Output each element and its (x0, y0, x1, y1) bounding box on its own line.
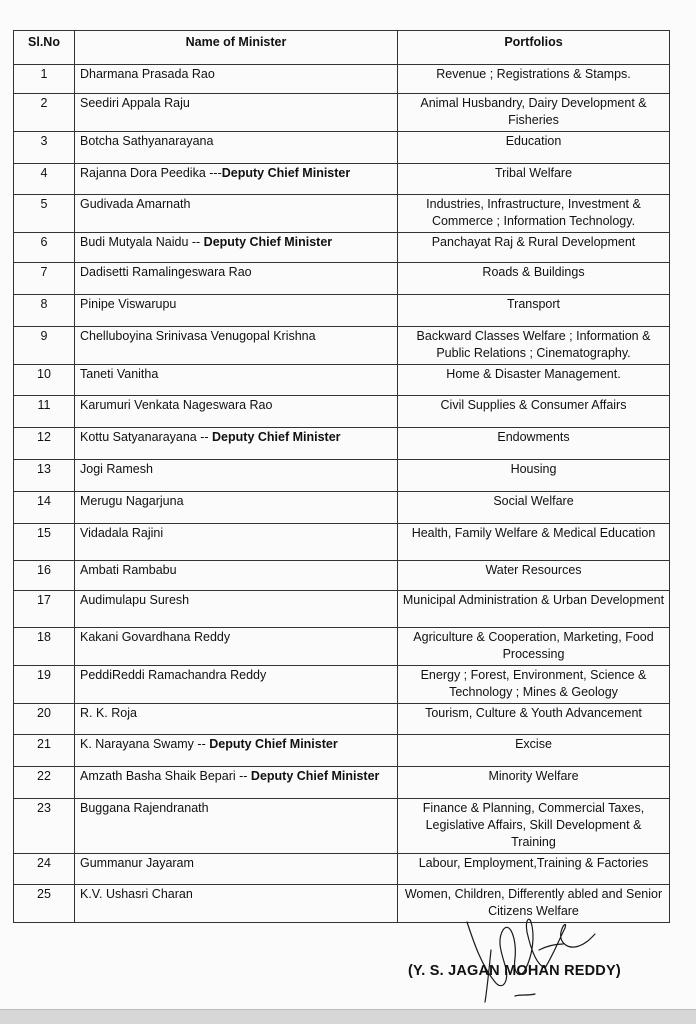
row-sl-no: 9 (14, 327, 75, 365)
row-minister-name (75, 396, 398, 428)
minister-name-text: Audimulapu Suresh (80, 593, 190, 607)
minister-name-text: Budi Mutyala Naidu -- (80, 235, 204, 249)
minister-name-text: K. Narayana Swamy -- (80, 737, 210, 751)
row-minister-name (75, 295, 398, 327)
table-row (14, 428, 670, 460)
row-portfolio: Education (398, 132, 670, 164)
row-portfolio: Roads & Buildings (398, 263, 670, 295)
row-sl-no: 22 (14, 767, 75, 799)
table-row (14, 460, 670, 492)
row-minister-name (75, 460, 398, 492)
row-sl-no: 6 (14, 233, 75, 263)
minister-name-text: Dharmana Prasada Rao (80, 67, 215, 81)
minister-name-text: Botcha Sathyanarayana (80, 134, 214, 148)
table-row (14, 524, 670, 561)
minister-name-text: PeddiReddi Ramachandra Reddy (80, 668, 267, 682)
row-minister-name (75, 263, 398, 295)
row-portfolio: Transport (398, 295, 670, 327)
row-portfolio: Municipal Administration & Urban Development (398, 591, 670, 628)
row-portfolio: Water Resources (398, 561, 670, 591)
row-minister-name (75, 885, 398, 923)
row-minister-name (75, 561, 398, 591)
row-sl-no: 23 (14, 799, 75, 854)
minister-name-text: Kottu Satyanarayana -- (80, 430, 213, 444)
table-row (14, 295, 670, 327)
table-row (14, 591, 670, 628)
row-minister-name (75, 164, 398, 195)
table-row (14, 666, 670, 704)
minister-name-text: Gudivada Amarnath (80, 197, 191, 211)
table-row (14, 799, 670, 854)
table-row (14, 396, 670, 428)
table-row (14, 164, 670, 195)
table-row (14, 195, 670, 233)
row-sl-no: 21 (14, 735, 75, 767)
row-sl-no: 19 (14, 666, 75, 704)
row-portfolio: Agriculture & Cooperation, Marketing, Food Processing (398, 628, 670, 666)
minister-name-text: Kakani Govardhana Reddy (80, 630, 231, 644)
row-minister-name (75, 666, 398, 704)
row-sl-no: 3 (14, 132, 75, 164)
table-row (14, 263, 670, 295)
row-minister-name (75, 365, 398, 396)
table-row (14, 65, 670, 94)
row-portfolio: Tourism, Culture & Youth Advancement (398, 704, 670, 735)
table-row (14, 132, 670, 164)
row-minister-name (75, 591, 398, 628)
row-sl-no: 13 (14, 460, 75, 492)
table-row (14, 365, 670, 396)
deputy-cm-label: Deputy Chief Minister (209, 737, 338, 751)
minister-name-text: Amzath Basha Shaik Bepari -- (80, 769, 251, 783)
minister-name-text: Buggana Rajendranath (80, 801, 209, 815)
row-portfolio: Social Welfare (398, 492, 670, 524)
minister-name-text: Chelluboyina Srinivasa Venugopal Krishna (80, 329, 316, 343)
ministers-table (13, 30, 670, 923)
header-sl-no: Sl.No (14, 31, 75, 65)
row-minister-name (75, 327, 398, 365)
row-sl-no: 2 (14, 94, 75, 132)
row-minister-name (75, 132, 398, 164)
row-sl-no: 1 (14, 65, 75, 94)
row-minister-name (75, 854, 398, 885)
row-portfolio: Panchayat Raj & Rural Development (398, 233, 670, 263)
row-sl-no: 16 (14, 561, 75, 591)
row-portfolio: Revenue ; Registrations & Stamps. (398, 65, 670, 94)
row-portfolio: Civil Supplies & Consumer Affairs (398, 396, 670, 428)
row-minister-name (75, 65, 398, 94)
row-sl-no: 5 (14, 195, 75, 233)
minister-name-text: Karumuri Venkata Nageswara Rao (80, 398, 273, 412)
row-sl-no: 4 (14, 164, 75, 195)
row-sl-no: 18 (14, 628, 75, 666)
minister-name-text: Ambati Rambabu (80, 563, 177, 577)
row-minister-name (75, 233, 398, 263)
row-portfolio: Animal Husbandry, Dairy Development & Fisheries (398, 94, 670, 132)
minister-name-text: Gummanur Jayaram (80, 856, 194, 870)
row-sl-no: 12 (14, 428, 75, 460)
row-minister-name (75, 195, 398, 233)
table-row (14, 561, 670, 591)
deputy-cm-label: Deputy Chief Minister (250, 769, 380, 783)
row-sl-no: 8 (14, 295, 75, 327)
row-minister-name (75, 799, 398, 854)
row-portfolio: Labour, Employment,Training & Factories (398, 854, 670, 885)
table-row (14, 704, 670, 735)
minister-name-text: Vidadala Rajini (80, 526, 164, 540)
row-minister-name (75, 524, 398, 561)
minister-name-text: K.V. Ushasri Charan (80, 887, 193, 901)
table-row (14, 94, 670, 132)
signatory-name: (Y. S. JAGAN MOHAN REDDY) (408, 963, 621, 979)
minister-name-text: R. K. Roja (80, 706, 137, 720)
row-portfolio: Industries, Infrastructure, Investment & Commerce ; Information Technology. (398, 195, 670, 233)
row-minister-name (75, 94, 398, 132)
table-row (14, 233, 670, 263)
row-portfolio: Finance & Planning, Commercial Taxes, Legislative Affairs, Skill Development & Training (398, 799, 670, 854)
minister-name-text: Taneti Vanitha (80, 367, 159, 381)
row-portfolio: Home & Disaster Management. (398, 365, 670, 396)
row-sl-no: 14 (14, 492, 75, 524)
minister-name-text: Jogi Ramesh (80, 462, 153, 476)
deputy-cm-label: Deputy Chief Minister (212, 430, 341, 444)
row-portfolio: Housing (398, 460, 670, 492)
minister-name-text: Merugu Nagarjuna (80, 494, 184, 508)
table-header-row (14, 31, 670, 65)
row-portfolio: Backward Classes Welfare ; Information & Public Relations ; Cinematography. (398, 327, 670, 365)
row-sl-no: 11 (14, 396, 75, 428)
signature-mark (455, 910, 605, 1005)
table-body (14, 65, 670, 923)
row-portfolio: Women, Children, Differently abled and Senior Citizens Welfare (398, 885, 670, 923)
row-minister-name (75, 735, 398, 767)
row-sl-no: 15 (14, 524, 75, 561)
minister-name-text: Rajanna Dora Peedika --- (80, 166, 222, 180)
deputy-cm-label: Deputy Chief Minister (203, 235, 333, 249)
row-portfolio: Endowments (398, 428, 670, 460)
header-name: Name of Minister (75, 31, 398, 65)
row-portfolio: Energy ; Forest, Environment, Science & Technology ; Mines & Geology (398, 666, 670, 704)
header-portfolios: Portfolios (398, 31, 670, 65)
deputy-cm-label: Deputy Chief Minister (221, 166, 351, 180)
table-row (14, 327, 670, 365)
table-row (14, 854, 670, 885)
row-sl-no: 20 (14, 704, 75, 735)
row-sl-no: 24 (14, 854, 75, 885)
minister-name-text: Dadisetti Ramalingeswara Rao (80, 265, 252, 279)
row-portfolio: Minority Welfare (398, 767, 670, 799)
minister-name-text: Seediri Appala Raju (80, 96, 190, 110)
bottom-edge-bar (0, 1009, 696, 1024)
minister-name-text: Pinipe Viswarupu (80, 297, 177, 311)
table-row (14, 767, 670, 799)
row-minister-name (75, 492, 398, 524)
row-portfolio: Excise (398, 735, 670, 767)
row-sl-no: 25 (14, 885, 75, 923)
row-sl-no: 7 (14, 263, 75, 295)
row-minister-name (75, 767, 398, 799)
row-minister-name (75, 628, 398, 666)
row-portfolio: Health, Family Welfare & Medical Education (398, 524, 670, 561)
table-row (14, 628, 670, 666)
row-portfolio: Tribal Welfare (398, 164, 670, 195)
row-minister-name (75, 428, 398, 460)
row-minister-name (75, 704, 398, 735)
table-row (14, 492, 670, 524)
row-sl-no: 17 (14, 591, 75, 628)
row-sl-no: 10 (14, 365, 75, 396)
table-row (14, 735, 670, 767)
